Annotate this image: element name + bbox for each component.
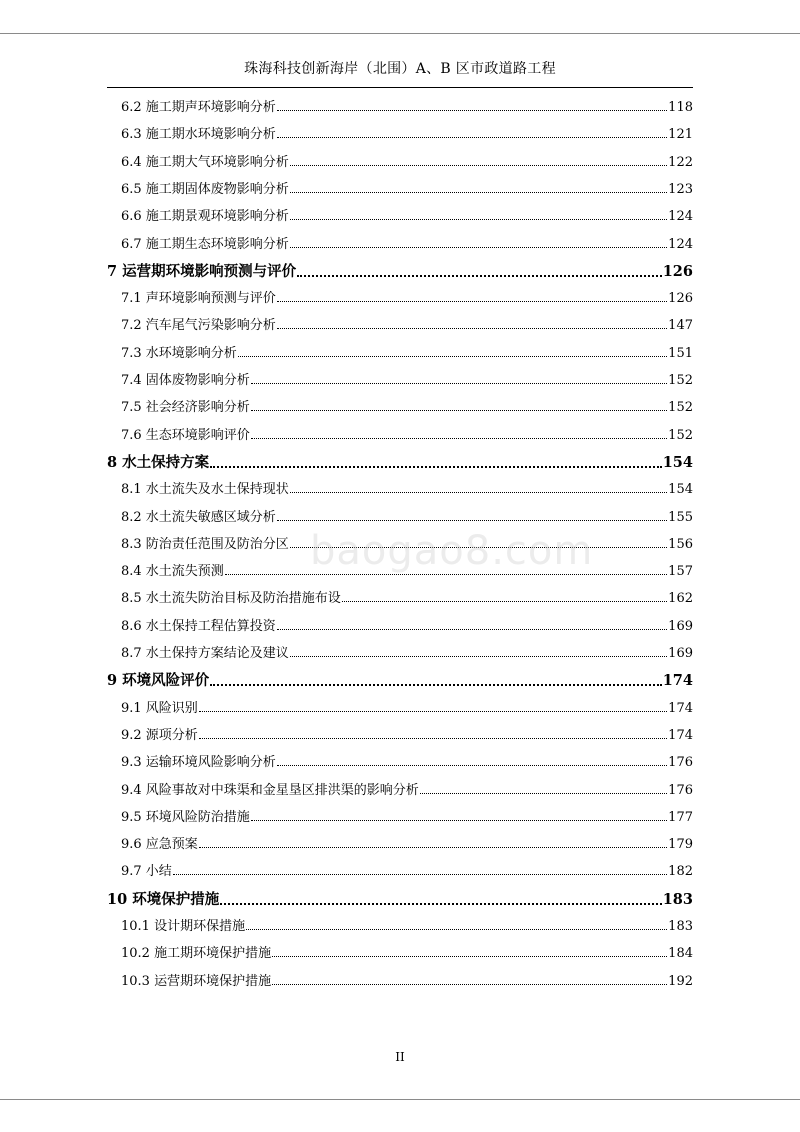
toc-dot-leader <box>272 984 667 985</box>
toc-dot-leader <box>272 956 667 957</box>
toc-entry-label: 7.1 声环境影响预测与评价 <box>121 291 276 307</box>
toc-section-entry[interactable] <box>121 424 693 443</box>
toc-dot-leader <box>251 438 667 439</box>
toc-dot-leader <box>277 765 667 766</box>
toc-section-entry[interactable] <box>121 478 693 497</box>
toc-dot-leader <box>210 466 662 468</box>
toc-entry-page: 121 <box>668 127 693 143</box>
toc-section-entry[interactable] <box>121 369 693 388</box>
toc-dot-leader <box>251 820 667 821</box>
toc-entry-page: 123 <box>668 181 693 197</box>
toc-dot-leader <box>173 874 667 875</box>
toc-entry-label: 6.4 施工期大气环境影响分析 <box>121 154 289 170</box>
toc-section-entry[interactable] <box>121 123 693 142</box>
toc-entry-page: 174 <box>668 727 693 743</box>
toc-entry-page: 151 <box>668 345 693 361</box>
toc-section-entry[interactable] <box>121 396 693 415</box>
toc-entry-page: 154 <box>668 482 693 498</box>
toc-section-entry[interactable] <box>121 233 693 252</box>
toc-section-entry[interactable] <box>121 751 693 770</box>
toc-entry-label: 8.6 水土保持工程估算投资 <box>121 618 276 634</box>
toc-entry-page: 155 <box>668 509 693 525</box>
toc-entry-label: 8.4 水土流失预测 <box>121 564 224 580</box>
toc-dot-leader <box>246 929 667 930</box>
toc-dot-leader <box>251 410 667 411</box>
toc-entry-page: 156 <box>668 536 693 552</box>
toc-dot-leader <box>199 847 667 848</box>
toc-entry-page: 169 <box>668 646 693 661</box>
toc-dot-leader <box>238 356 667 357</box>
toc-section-entry[interactable] <box>121 806 693 825</box>
toc-section-entry[interactable] <box>121 560 693 579</box>
toc-section-entry[interactable] <box>121 915 693 934</box>
toc-entry-label: 9.3 运输环境风险影响分析 <box>121 755 276 771</box>
toc-entry-label: 8.1 水土流失及水土保持现状 <box>121 482 289 498</box>
toc-section-entry[interactable] <box>121 697 693 716</box>
toc-dot-leader <box>277 520 667 521</box>
toc-entry-page: 174 <box>668 700 693 716</box>
toc-chapter-entry[interactable] <box>107 888 693 909</box>
toc-entry-page: 174 <box>662 672 693 690</box>
toc-entry-page: 126 <box>668 291 693 307</box>
toc-entry-label: 9 环境风险评价 <box>107 672 210 690</box>
toc-dot-leader <box>199 711 667 712</box>
toc-dot-leader <box>277 328 667 329</box>
toc-section-entry[interactable] <box>121 970 693 989</box>
toc-section-entry[interactable] <box>121 342 693 361</box>
page-number: II <box>395 1050 405 1064</box>
toc-dot-leader <box>290 547 667 548</box>
toc-chapter-entry[interactable] <box>107 451 693 472</box>
toc-dot-leader <box>342 601 667 602</box>
toc-dot-leader <box>277 301 667 302</box>
toc-entry-label: 10 环境保护措施 <box>107 890 220 908</box>
toc-section-entry[interactable] <box>121 314 693 333</box>
toc-entry-page: 192 <box>668 973 693 989</box>
toc-entry-page: 122 <box>668 154 693 170</box>
toc-dot-leader <box>290 165 667 166</box>
toc-section-entry[interactable] <box>121 205 693 224</box>
toc-entry-label: 6.2 施工期声环境影响分析 <box>121 100 276 115</box>
toc-dot-leader <box>290 247 667 248</box>
toc-dot-leader <box>290 219 667 220</box>
toc-entry-page: 183 <box>668 919 693 934</box>
toc-entry-page: 152 <box>668 373 693 388</box>
toc-entry-label: 9.1 风险识别 <box>121 700 198 716</box>
toc-dot-leader <box>277 629 667 630</box>
toc-entry-label: 9.4 风险事故对中珠渠和金星垦区排洪渠的影响分析 <box>121 782 419 798</box>
header-divider <box>107 87 693 88</box>
toc-entry-label: 6.7 施工期生态环境影响分析 <box>121 236 289 252</box>
toc-dot-leader <box>251 383 667 384</box>
toc-entry-label: 7.6 生态环境影响评价 <box>121 427 250 443</box>
toc-entry-page: 176 <box>668 755 693 771</box>
toc-dot-leader <box>277 110 667 111</box>
toc-entry-page: 184 <box>668 946 693 962</box>
toc-entry-label: 6.6 施工期景观环境影响分析 <box>121 209 289 225</box>
toc-section-entry[interactable] <box>121 942 693 961</box>
toc-entry-label: 9.7 小结 <box>121 864 172 880</box>
toc-entry-label: 8.3 防治责任范围及防治分区 <box>121 536 289 552</box>
toc-entry-page: 124 <box>668 236 693 252</box>
toc-section-entry[interactable] <box>121 833 693 852</box>
toc-entry-page: 162 <box>668 591 693 607</box>
toc-dot-leader <box>420 793 667 794</box>
toc-entry-page: 154 <box>662 453 693 471</box>
running-header-title: 珠海科技创新海岸（北围）A、B 区市政道路工程 <box>244 61 556 77</box>
toc-entry-label: 9.6 应急预案 <box>121 837 198 853</box>
toc-entry-label: 10.1 设计期环保措施 <box>121 919 246 934</box>
toc-entry-label: 6.5 施工期固体废物影响分析 <box>121 181 289 197</box>
toc-entry-page: 124 <box>668 209 693 225</box>
toc-dot-leader <box>277 137 667 138</box>
toc-section-entry[interactable] <box>121 642 693 661</box>
toc-section-entry[interactable] <box>121 96 693 115</box>
toc-chapter-entry[interactable] <box>107 260 693 281</box>
toc-entry-page: 152 <box>668 400 693 416</box>
toc-entry-label: 9.2 源项分析 <box>121 727 198 743</box>
toc-entry-label: 7.3 水环境影响分析 <box>121 345 237 361</box>
toc-section-entry[interactable] <box>121 178 693 197</box>
toc-entry-label: 10.3 运营期环境保护措施 <box>121 973 272 989</box>
toc-dot-leader <box>290 656 667 657</box>
toc-entry-label: 9.5 环境风险防治措施 <box>121 809 250 825</box>
toc-entry-label: 6.3 施工期水环境影响分析 <box>121 127 276 143</box>
toc-entry-page: 118 <box>668 100 693 115</box>
toc-dot-leader <box>225 574 667 575</box>
toc-dot-leader <box>199 738 667 739</box>
toc-entry-page: 177 <box>668 809 693 825</box>
toc-entry-label: 8.5 水土流失防治目标及防治措施布设 <box>121 591 341 607</box>
toc-entry-page: 169 <box>668 618 693 634</box>
toc-section-entry[interactable] <box>121 860 693 879</box>
toc-section-entry[interactable] <box>121 287 693 306</box>
toc-dot-leader <box>220 903 661 905</box>
toc-section-entry[interactable] <box>121 779 693 798</box>
toc-entry-page: 179 <box>668 837 693 853</box>
toc-entry-page: 152 <box>668 427 693 443</box>
toc-dot-leader <box>297 275 662 277</box>
toc-entry-page: 157 <box>668 564 693 580</box>
page-bottom-border <box>0 1099 800 1100</box>
toc-entry-page: 126 <box>662 262 693 280</box>
toc-entry-label: 7.2 汽车尾气污染影响分析 <box>121 318 276 334</box>
toc-section-entry[interactable] <box>121 533 693 552</box>
toc-entry-label: 8.7 水土保持方案结论及建议 <box>121 646 289 661</box>
toc-entry-page: 183 <box>662 890 693 908</box>
toc-section-entry[interactable] <box>121 587 693 606</box>
toc-entry-page: 147 <box>668 318 693 334</box>
toc-section-entry[interactable] <box>121 506 693 525</box>
watermark: baogao8.com <box>310 528 594 574</box>
toc-entry-label: 7.5 社会经济影响分析 <box>121 400 250 416</box>
toc-section-entry[interactable] <box>121 615 693 634</box>
toc-entry-label: 8 水土保持方案 <box>107 453 210 471</box>
toc-entry-page: 176 <box>668 782 693 798</box>
toc-entry-label: 7.4 固体废物影响分析 <box>121 373 250 388</box>
toc-entry-label: 10.2 施工期环境保护措施 <box>121 946 272 962</box>
toc-dot-leader <box>290 192 667 193</box>
toc-dot-leader <box>210 684 662 686</box>
toc-entry-label: 7 运营期环境影响预测与评价 <box>107 262 297 280</box>
toc-entry-page: 182 <box>668 864 693 880</box>
toc-section-entry[interactable] <box>121 724 693 743</box>
toc-dot-leader <box>290 492 667 493</box>
toc-section-entry[interactable] <box>121 151 693 170</box>
page-top-border <box>0 33 800 34</box>
toc-entry-label: 8.2 水土流失敏感区域分析 <box>121 509 276 525</box>
toc-chapter-entry[interactable] <box>107 669 693 690</box>
